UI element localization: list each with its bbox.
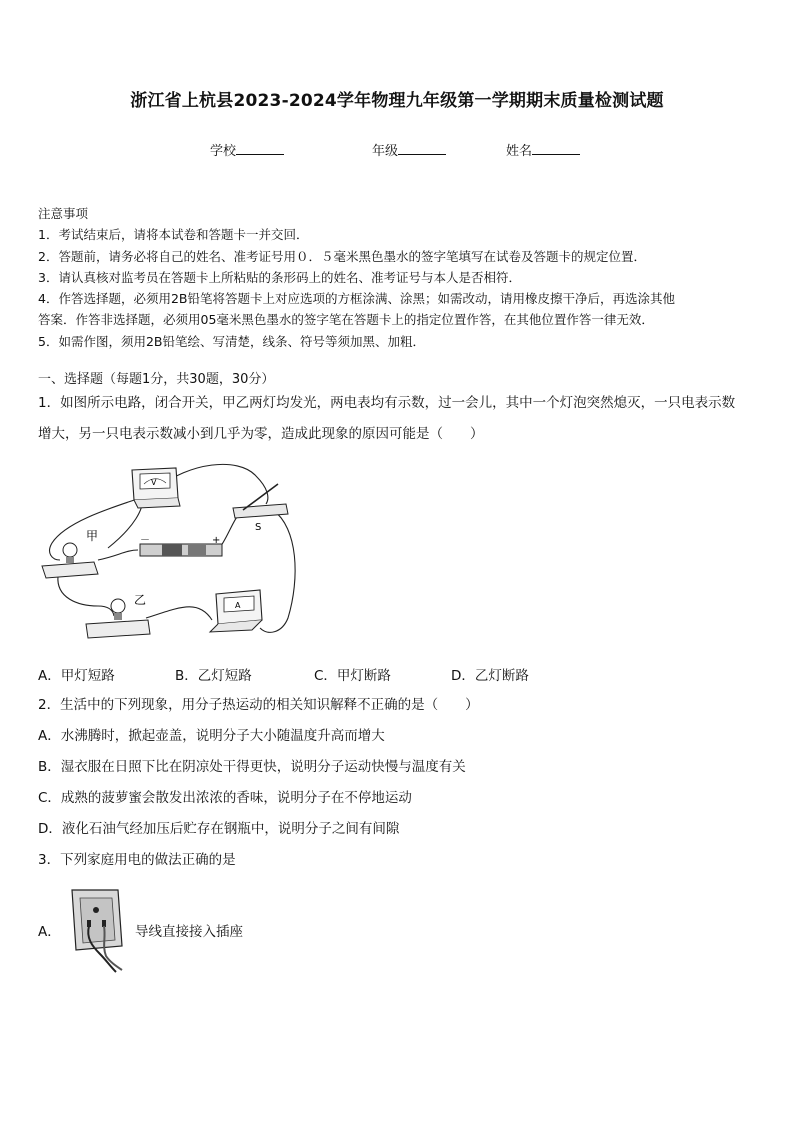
section-heading: 一、选择题（每题1分，共30题，30分） (38, 372, 275, 387)
name-label: 姓名 (506, 144, 533, 159)
q1-option-a[interactable]: A．甲灯短路 (38, 668, 115, 684)
wire (260, 510, 295, 632)
note-item: 3．请认真核对监考员在答题卡上所粘贴的条形码上的姓名、准考证号与本人是否相符． (38, 269, 521, 285)
wire (98, 550, 138, 560)
question-2 (38, 690, 763, 876)
ammeter-label: A (235, 601, 241, 610)
note-item: 5．如需作图，须用2B铅笔绘、写清楚，线条、符号等须加黑、加粗． (38, 333, 425, 349)
battery-plus: + (212, 535, 221, 546)
name-blank[interactable] (532, 142, 580, 155)
switch-label: S (255, 522, 262, 533)
q1-option-c[interactable]: C．甲灯断路 (314, 668, 391, 684)
lamp-yi (86, 593, 150, 638)
grade-blank[interactable] (398, 142, 446, 155)
q3-stem: 3．下列家庭用电的做法正确的是 (38, 852, 236, 868)
ammeter (210, 590, 262, 632)
battery (140, 535, 222, 556)
q1-stem-line2: 增大，另一只电表示数减小到几乎为零，造成此现象的原因可能是（ ） (38, 426, 484, 442)
q3-option-a-text: 导线直接接入插座 (135, 924, 243, 940)
q1-options (38, 664, 758, 686)
school-blank[interactable] (236, 142, 284, 155)
switch (233, 484, 288, 533)
q2-option-a[interactable]: A．水沸腾时，掀起壶盖，说明分子大小随温度升高而增大 (38, 728, 385, 744)
notes-heading: 注意事项 (38, 206, 89, 221)
question-1 (38, 388, 763, 450)
note-item: 2．答题前，请务必将自己的姓名、准考证号用０．５毫米黑色墨水的签字笔填写在试卷及答题卡的规定位置． (38, 248, 646, 264)
circuit-diagram (38, 458, 300, 648)
school-field (210, 140, 284, 159)
q2-stem: 2．生活中的下列现象，用分子热运动的相关知识解释不正确的是（ ） (38, 697, 479, 713)
q2-option-d[interactable]: D．液化石油气经加压后贮存在钢瓶中，说明分子之间有间隙 (38, 821, 400, 837)
grade-field (372, 140, 446, 159)
q3-option-a-letter: A． (38, 924, 61, 940)
voltmeter-label: V (151, 478, 157, 487)
q3-option-a[interactable] (38, 886, 338, 976)
voltmeter (132, 468, 180, 508)
q2-option-b[interactable]: B．湿衣服在日照下比在阴凉处干得更快，说明分子运动快慢与温度有关 (38, 759, 466, 775)
q1-stem-line1: 1．如图所示电路，闭合开关，甲乙两灯均发光，两电表均有示数，过一会儿，其中一个灯泡突然熄灭，一只电表示数 (38, 395, 736, 411)
lamp-jia-label: 甲 (86, 529, 99, 543)
wire (58, 576, 114, 616)
q2-option-c[interactable]: C．成熟的菠萝蜜会散发出浓浓的香味，说明分子在不停地运动 (38, 790, 412, 806)
battery-minus: － (140, 535, 150, 546)
note-item: 4．作答选择题，必须用2B铅笔将答题卡上对应选项的方框涂满、涂黑；如需改动，请用橡皮擦干净后，再选涂其他 (38, 291, 675, 307)
wire (146, 607, 212, 620)
name-field (506, 140, 580, 159)
grade-label: 年级 (372, 144, 399, 159)
notes-block (38, 203, 768, 352)
note-item: 答案．作答非选择题，必须用05毫米黑色墨水的签字笔在答题卡上的指定位置作答，在其他位置作答一律无效． (38, 312, 654, 328)
note-item: 1．考试结束后，请将本试卷和答题卡一并交回． (38, 227, 309, 243)
q1-option-b[interactable]: B．乙灯短路 (175, 668, 252, 684)
school-label: 学校 (210, 144, 237, 159)
q1-option-d[interactable]: D．乙灯断路 (451, 668, 529, 684)
lamp-yi-label: 乙 (134, 593, 147, 607)
page-title: 浙江省上杭县2023-2024学年物理九年级第一学期期末质量检测试题 (130, 91, 664, 111)
socket-illustration (66, 886, 130, 974)
